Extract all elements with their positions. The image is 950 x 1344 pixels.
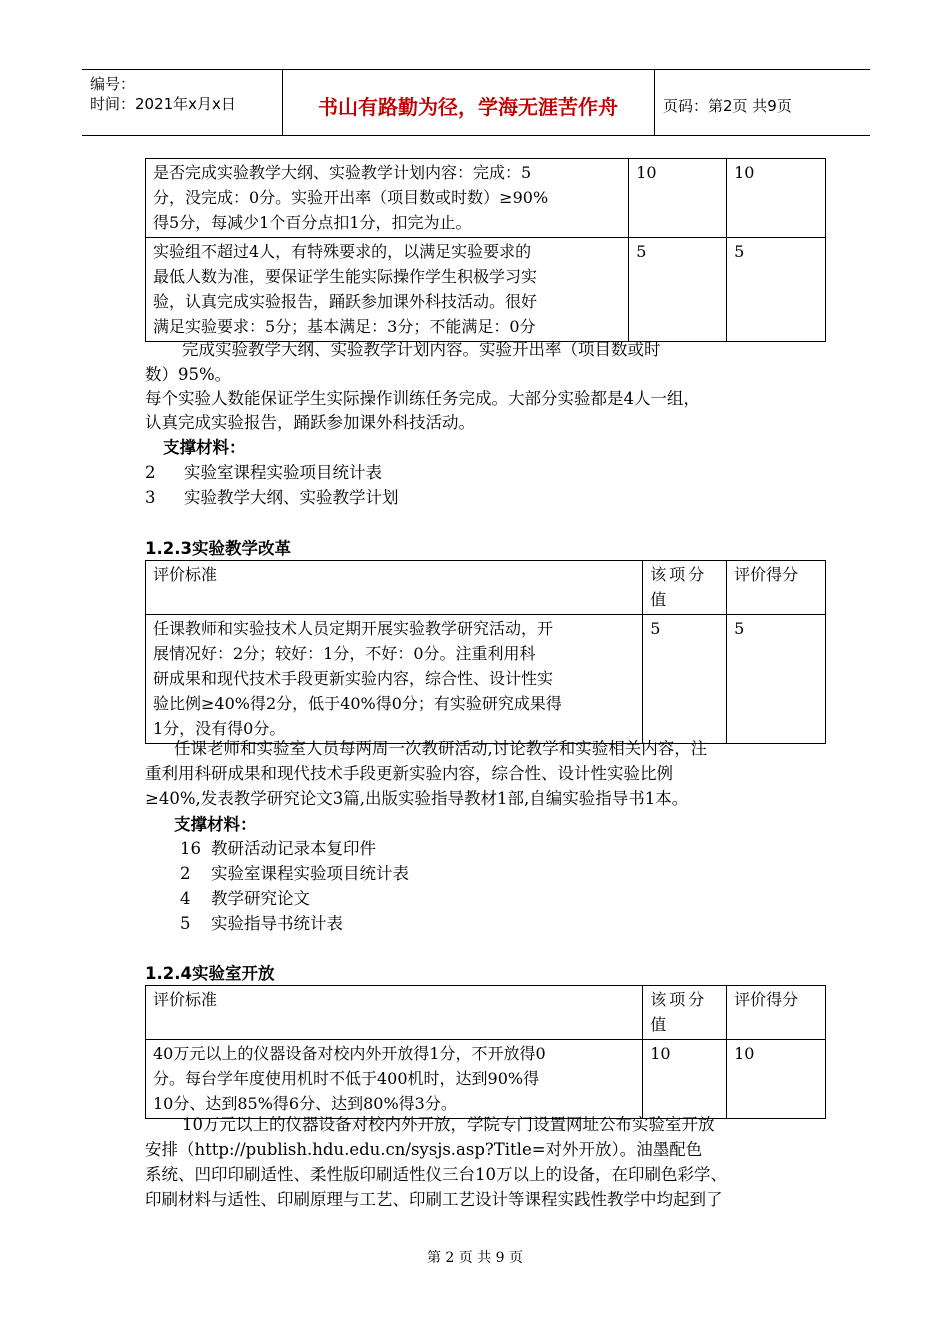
support-item-text: 实验室课程实验项目统计表 (184, 463, 382, 482)
header-motto: 书山有路勤为径，学海无涯苦作舟 (318, 95, 618, 119)
header-bottom-rule (82, 135, 870, 136)
header-score-line: 值 (650, 590, 667, 609)
header-score-line: 该项分 (650, 565, 708, 584)
criteria-line: 满足实验要求：5分；基本满足：3分；不能满足：0分 (153, 317, 536, 336)
eval-cell: 5 (727, 615, 826, 744)
table-row (146, 159, 826, 238)
header-criteria: 评价标准 (146, 561, 643, 615)
score-cell: 10 (629, 159, 727, 238)
paragraph-line: 系统、凹印印刷适性、柔性版印刷适性仪三台10万以上的设备，在印刷色彩学、 (145, 1165, 727, 1184)
header-score-line: 该项分 (650, 990, 708, 1009)
criteria-line: 是否完成实验教学大纲、实验教学计划内容：完成：5 (153, 163, 532, 182)
eval-cell: 10 (727, 159, 826, 238)
criteria-cell (146, 159, 629, 238)
support-item-text: 实验教学大纲、实验教学计划 (184, 488, 399, 507)
header-time: 时间：2021年x月x日 (90, 95, 236, 113)
paragraph-line: 任课老师和实验室人员每两周一次教研活动,讨论教学和实验相关内容，注 (174, 739, 708, 758)
criteria-line: 最低人数为准，要保证学生能实际操作学生积极学习实 (153, 267, 538, 286)
support-item-number: 4 (180, 889, 191, 908)
table-header-row (146, 561, 826, 615)
evaluation-table-1 (145, 158, 826, 342)
support-item-text: 实验指导书统计表 (211, 914, 343, 933)
criteria-line: 验，认真完成实验报告，踊跃参加课外科技活动。很好 (153, 292, 538, 311)
header-criteria: 评价标准 (146, 986, 643, 1040)
criteria-cell (146, 1040, 643, 1119)
paragraph-line: ≥40%,发表教学研究论文3篇,出版实验指导教材1部,自编实验指导书1本。 (145, 789, 689, 808)
evaluation-table-2 (145, 560, 826, 744)
paragraph-line: 10万元以上的仪器设备对校内外开放，学院专门设置网址公布实验室开放 (182, 1115, 715, 1134)
score-cell: 5 (629, 238, 727, 342)
criteria-cell (146, 615, 643, 744)
header-score-line: 值 (650, 1015, 667, 1034)
criteria-line: 分。每台学年度使用机时不低于400机时，达到90%得 (153, 1069, 540, 1088)
header-number: 编号： (90, 75, 136, 93)
header-page-info: 页码：第2页 共9页 (663, 97, 792, 115)
criteria-line: 验比例≥40%得2分，低于40%得0分；有实验研究成果得 (153, 694, 562, 713)
header-eval: 评价得分 (727, 561, 826, 615)
paragraph-line: 数）95%。 (145, 365, 232, 384)
support-item-number: 2 (180, 864, 191, 883)
support-item-number: 5 (180, 914, 191, 933)
section-title: 1.2.4实验室开放 (145, 964, 275, 983)
eval-cell: 5 (727, 238, 826, 342)
table-row (146, 238, 826, 342)
table-row (146, 1040, 826, 1119)
support-materials-title: 支撑材料： (163, 438, 246, 457)
score-cell: 10 (643, 1040, 727, 1119)
table-header-row (146, 986, 826, 1040)
criteria-line: 得5分，每减少1个百分点扣1分，扣完为止。 (153, 213, 472, 232)
header-eval: 评价得分 (727, 986, 826, 1040)
paragraph-line: 完成实验教学大纲、实验教学计划内容。实验开出率（项目数或时 (182, 340, 661, 359)
criteria-line: 分，没完成：0分。实验开出率（项目数或时数）≥90% (153, 188, 549, 207)
support-item-number: 16 (180, 839, 201, 858)
header-score (643, 986, 727, 1040)
support-item-number: 2 (145, 463, 156, 482)
header-score (643, 561, 727, 615)
criteria-line: 40万元以上的仪器设备对校内外开放得1分，不开放得0 (153, 1044, 546, 1063)
criteria-line: 任课教师和实验技术人员定期开展实验教学研究活动，开 (153, 619, 554, 638)
criteria-line: 研成果和现代技术手段更新实验内容，综合性、设计性实 (153, 669, 554, 688)
criteria-line: 实验组不超过4人，有特殊要求的，以满足实验要求的 (153, 242, 532, 261)
paragraph-line: 每个实验人数能保证学生实际操作训练任务完成。大部分实验都是4人一组， (145, 389, 700, 408)
score-cell: 5 (643, 615, 727, 744)
support-item-number: 3 (145, 488, 156, 507)
paragraph-line: 印刷材料与适性、印刷原理与工艺、印刷工艺设计等课程实践性教学中均起到了 (145, 1190, 723, 1209)
paragraph-line: 重利用科研成果和现代技术手段更新实验内容，综合性、设计性实验比例 (145, 764, 673, 783)
header-divider-right (654, 69, 655, 136)
paragraph-line: 安排（http://publish.hdu.edu.cn/sysjs.asp?Title=对外开放）。油墨配色 (145, 1140, 703, 1159)
section-title: 1.2.3实验教学改革 (145, 539, 291, 558)
criteria-cell (146, 238, 629, 342)
page-footer: 第 2 页 共 9 页 (426, 1250, 524, 1266)
support-item-text: 教学研究论文 (211, 889, 310, 908)
support-item-text: 教研活动记录本复印件 (211, 839, 376, 858)
support-materials-title: 支撑材料： (174, 815, 257, 834)
paragraph-line: 认真完成实验报告，踊跃参加课外科技活动。 (145, 413, 475, 432)
table-row (146, 615, 826, 744)
evaluation-table-3 (145, 985, 826, 1119)
criteria-line: 1分，没有得0分。 (153, 719, 286, 738)
support-item-text: 实验室课程实验项目统计表 (211, 864, 409, 883)
criteria-line: 10分、达到85%得6分、达到80%得3分。 (153, 1094, 457, 1113)
criteria-line: 展情况好：2分；较好：1分，不好：0分。注重利用科 (153, 644, 536, 663)
header-top-rule (82, 69, 870, 70)
eval-cell: 10 (727, 1040, 826, 1119)
